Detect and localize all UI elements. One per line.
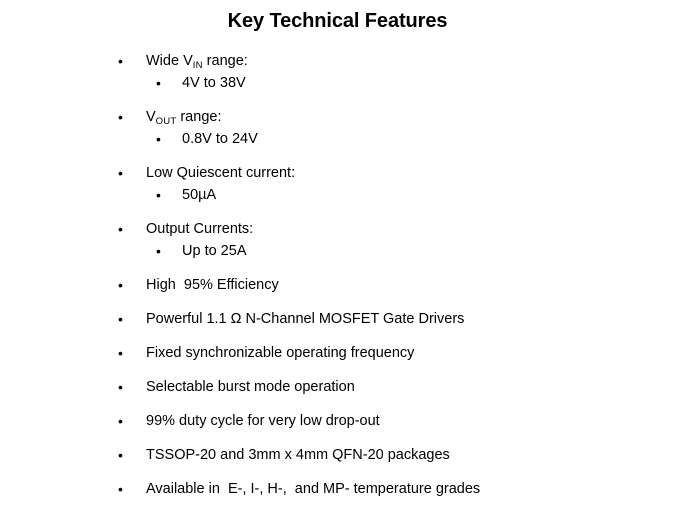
bullet-item	[0, 219, 675, 241]
bullet-item-label: Up to 25A	[182, 243, 247, 259]
bullet-point-icon: •	[118, 481, 123, 497]
subscript-label: OUT	[155, 116, 177, 127]
bullet-item	[0, 445, 675, 467]
bullet-item	[0, 343, 675, 365]
bullet-item-label: 0.8V to 24V	[182, 131, 258, 147]
page-title: Key Technical Features	[227, 10, 448, 32]
sub-bullet-item	[0, 241, 675, 263]
bullet-item-label: Selectable burst mode operation	[146, 379, 355, 395]
sub-bullet-item	[0, 185, 675, 207]
bullet-point-icon: •	[156, 243, 161, 259]
bullet-item	[0, 377, 675, 399]
bullet-item	[0, 275, 675, 297]
bullet-point-icon: •	[118, 165, 123, 181]
bullet-item-label: High 95% Efficiency	[146, 277, 279, 293]
subscript-label: IN	[192, 60, 203, 71]
bullet-item-label: TSSOP-20 and 3mm x 4mm QFN-20 packages	[146, 447, 450, 463]
bullet-item-label: Fixed synchronizable operating frequency	[146, 345, 415, 361]
bullet-item-label: Wide $V_{IN}$ range:	[146, 53, 248, 71]
sub-bullet-item	[0, 73, 675, 95]
bullet-item-label: 4V to 38V	[182, 75, 246, 91]
bullet-point-icon: •	[118, 345, 123, 361]
bullet-point-icon: •	[118, 413, 123, 429]
bullet-point-icon: •	[156, 131, 161, 147]
bullet-item	[0, 411, 675, 433]
bullet-item-label: Low Quiescent current:	[146, 165, 296, 181]
bullet-point-icon: •	[118, 277, 123, 293]
bullet-item	[0, 51, 675, 73]
bullet-point-icon: •	[118, 379, 123, 395]
sub-bullet-item	[0, 129, 675, 151]
bullet-point-icon: •	[118, 221, 123, 237]
bullet-point-icon: •	[156, 187, 161, 203]
bullet-item-label: 50µA	[182, 187, 217, 203]
bullet-item-label: $V_{OUT}$ range:	[146, 109, 222, 127]
bullet-point-icon: •	[118, 447, 123, 463]
bullet-point-icon: •	[118, 311, 123, 327]
bullet-item-label: Powerful 1.1 Ω N-Channel MOSFET Gate Drivers	[146, 311, 465, 327]
bullet-item-label: 99% duty cycle for very low drop-out	[146, 413, 380, 429]
bullet-point-icon: •	[118, 53, 123, 69]
bullet-item	[0, 163, 675, 185]
bullet-point-icon: •	[156, 75, 161, 91]
bullet-point-icon: •	[118, 109, 123, 125]
bullet-item-label: Output Currents:	[146, 221, 254, 237]
bullet-item-label: Available in E-, I-, H-, and MP- temperature grades	[146, 481, 481, 497]
bullet-item	[0, 107, 675, 129]
bullet-item	[0, 309, 675, 331]
bullet-item	[0, 479, 675, 501]
